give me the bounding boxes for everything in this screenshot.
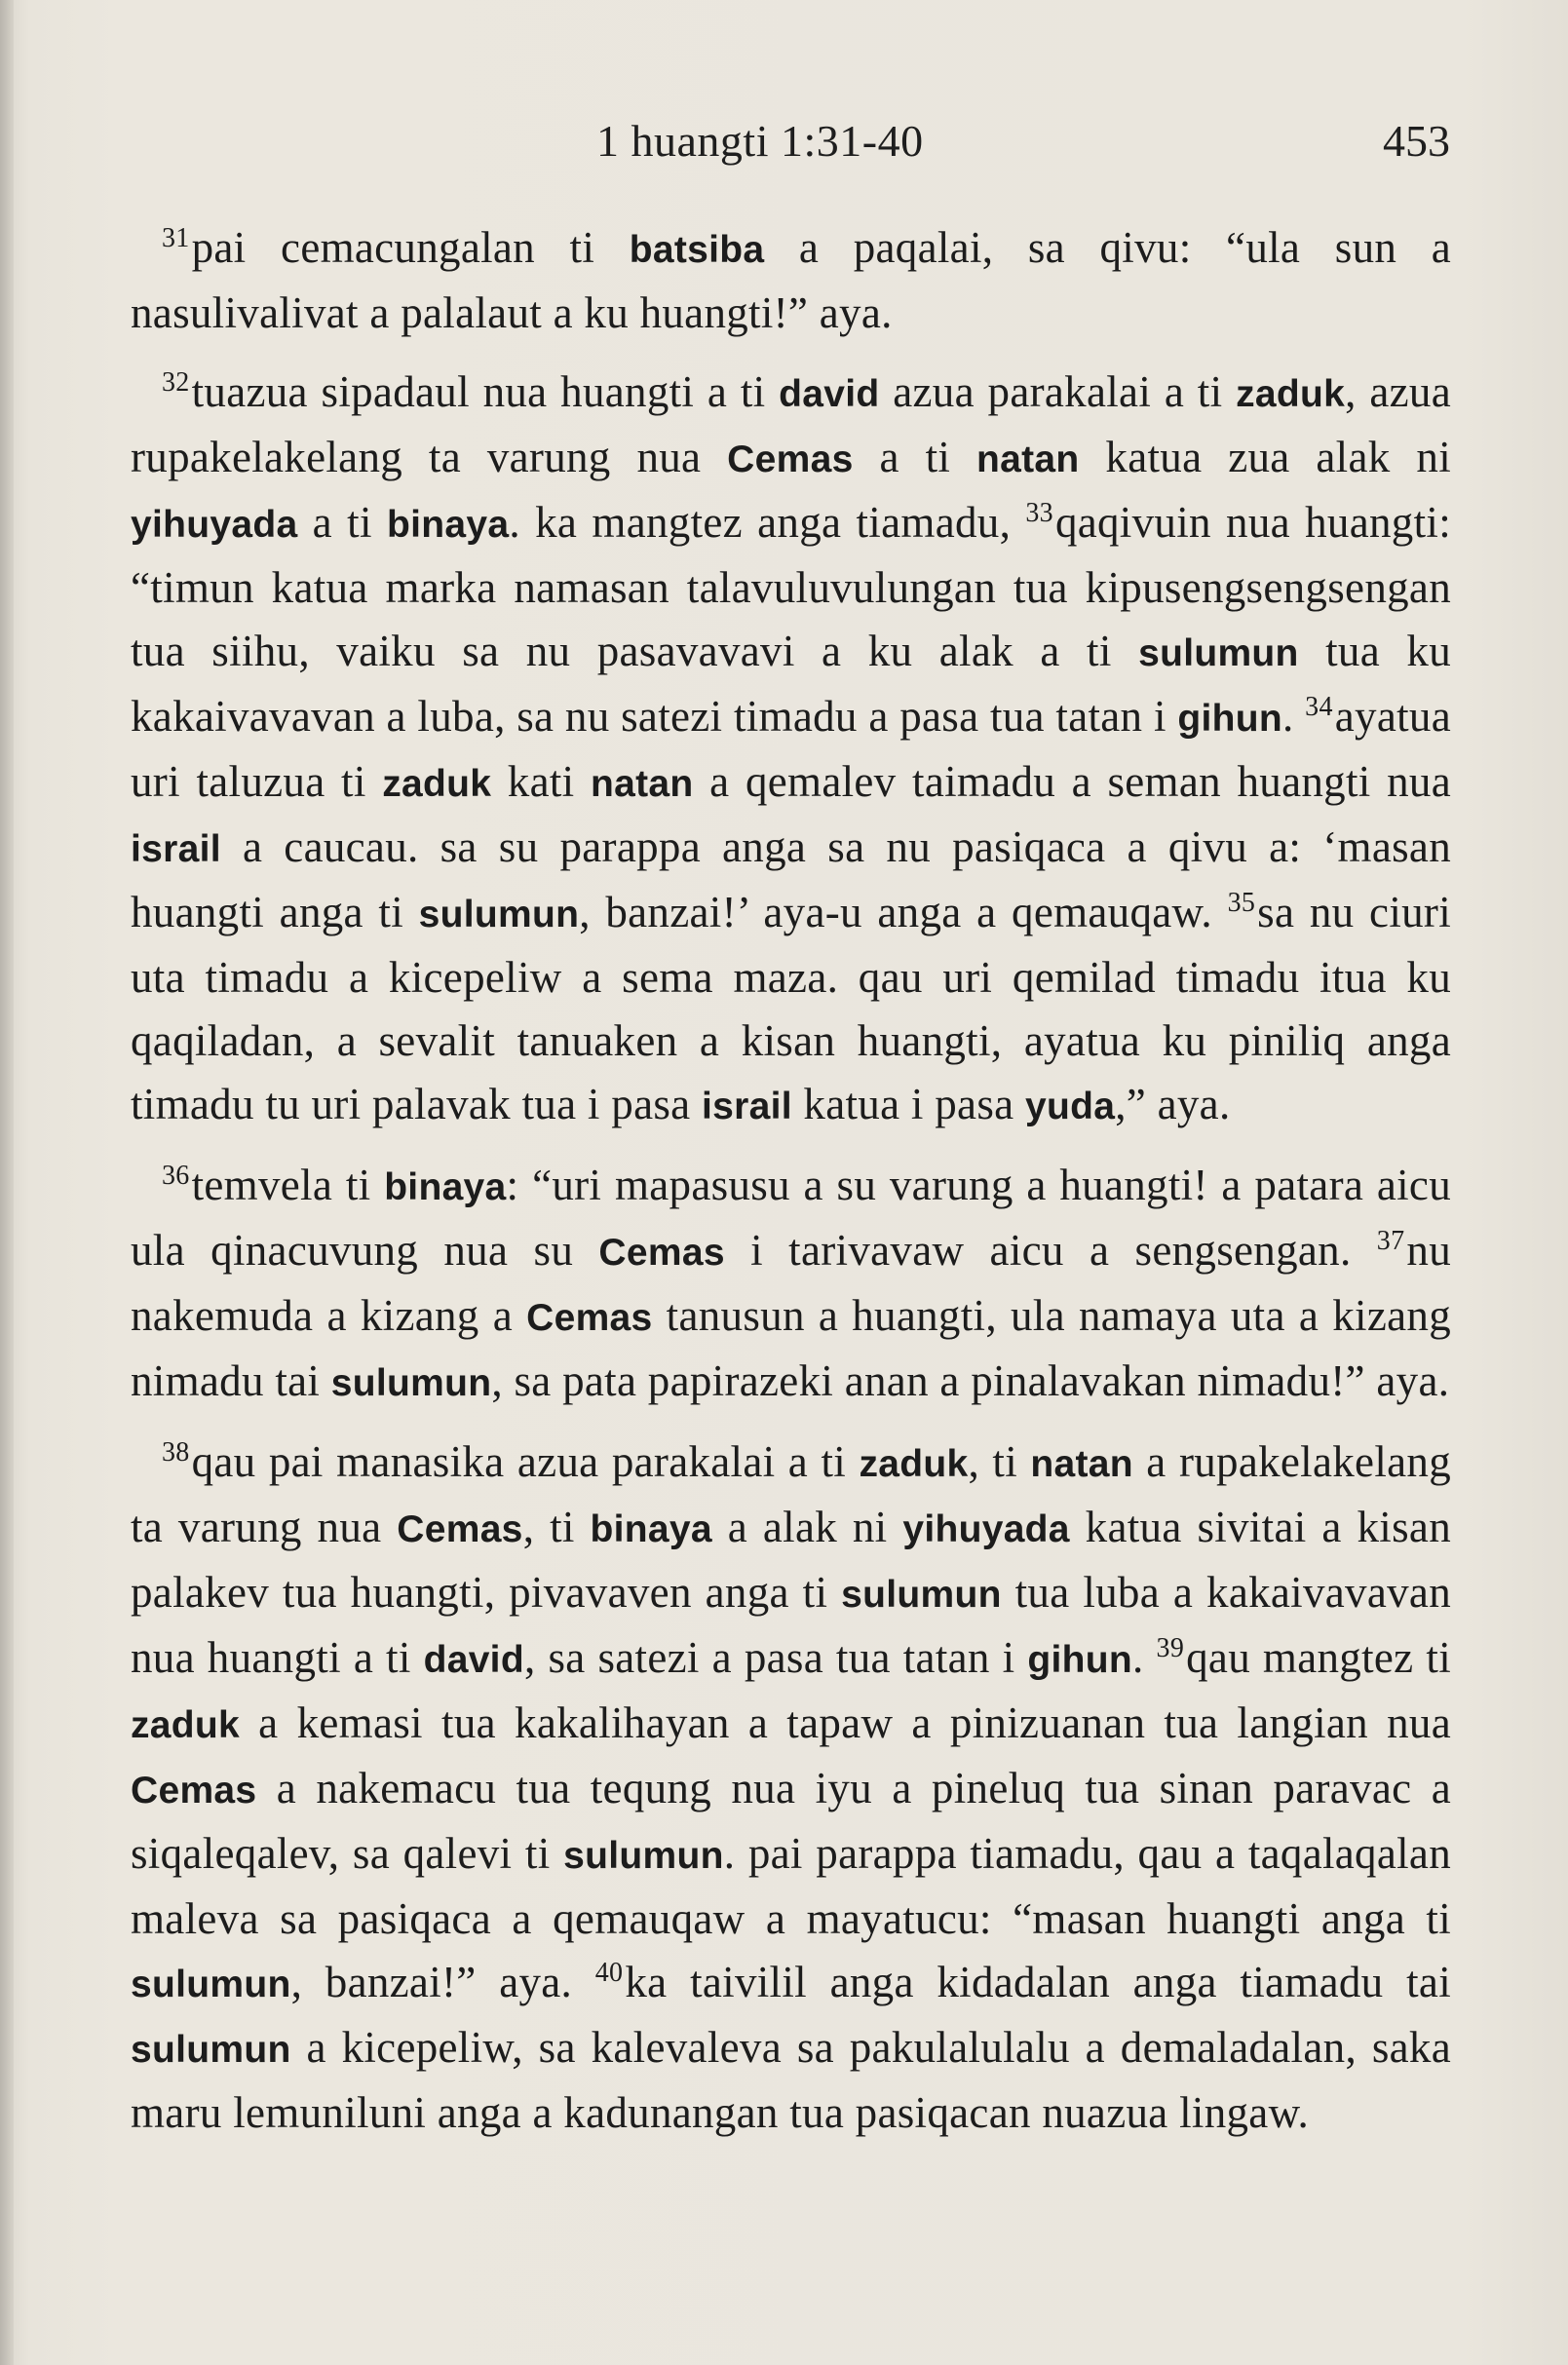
proper-name: Cemas [526, 1297, 653, 1339]
text-run: i tarivavaw aicu a sengsengan. [724, 1226, 1377, 1275]
text-run: a ti [853, 433, 977, 481]
text-run: , banzai!’ aya-u anga a qemauqaw. [579, 888, 1228, 936]
verse-number: 37 [1376, 1226, 1405, 1256]
text-run: tua ku kakaivavavan a luba, sa nu satezi timadu a pasa tua tatan i [131, 627, 1451, 741]
verse-number: 38 [162, 1437, 190, 1468]
text-run: qaqivuin nua huangti: “timun katua marka namasan talavuluvulungan tua kipusengsengsengan tua siihu, vaiku sa nu pasavavavi a ku alak a ti [131, 498, 1451, 675]
text-run: a alak ni [711, 1503, 903, 1551]
proper-name: sulumun [131, 1964, 291, 2005]
paragraph [131, 1430, 1451, 2145]
text-run: , sa satezi a pasa tua tatan i [523, 1633, 1028, 1682]
text-run: , sa pata papirazeki anan a pinalavakan nimadu!” aya. [491, 1356, 1450, 1405]
text-run: katua zua alak ni [1079, 433, 1451, 481]
text-run: a caucau. sa su parappa anga sa nu pasiqaca a qivu a: ‘masan huangti anga ti [131, 822, 1451, 936]
proper-name: sulumun [418, 894, 580, 935]
text-run: a nakemacu tua tequng nua iyu a pineluq tua sinan paravac a siqaleqalev, sa qalevi ti [131, 1764, 1451, 1878]
proper-name: gihun [1027, 1639, 1133, 1681]
paragraph [131, 1154, 1451, 1415]
text-run: ayatua uri taluzua ti [131, 692, 1451, 806]
text-run: ,” aya. [1115, 1080, 1231, 1128]
proper-name: Cemas [727, 439, 854, 480]
text-run: a ti [297, 498, 387, 547]
verse-number: 39 [1156, 1633, 1185, 1663]
text-run: qau pai manasika azua parakalai a ti [191, 1437, 860, 1486]
proper-name: binaya [590, 1508, 712, 1550]
proper-name: natan [976, 439, 1080, 480]
text-run: , azua rupakelakelang ta varung nua [131, 367, 1451, 481]
text-run: a paqalai, sa qivu: “ula sun a nasulivalivat a palalaut a ku huangti!” aya. [131, 223, 1451, 337]
body-text [131, 216, 1451, 2145]
page-number: 453 [1383, 116, 1450, 166]
text-run: nu nakemuda a kizang a [131, 1226, 1452, 1340]
verse-number: 40 [594, 1958, 624, 1988]
text-run: pai cemacungalan ti [191, 223, 630, 272]
proper-name: yihuyada [131, 504, 298, 546]
proper-name: binaya [387, 504, 510, 546]
text-run: . ka mangtez anga tiamadu, [509, 498, 1026, 547]
proper-name: gihun [1177, 698, 1282, 740]
proper-name: david [423, 1639, 524, 1681]
proper-name: israil [701, 1086, 792, 1127]
proper-name: zaduk [1236, 373, 1346, 415]
proper-name: sulumun [563, 1835, 724, 1877]
proper-name: natan [591, 763, 694, 805]
proper-name: zaduk [131, 1704, 241, 1746]
proper-name: israil [131, 828, 221, 870]
running-title: 1 huangti 1:31-40 [596, 116, 924, 166]
paragraph [131, 216, 1451, 345]
text-run: tua luba a kakaivavavan nua huangti a ti [131, 1568, 1451, 1682]
text-run: ka taivilil anga kidadalan anga tiamadu tai [625, 1958, 1451, 2006]
text-run: sa nu ciuri uta timadu a kicepeliw a sema maza. qau uri qemilad timadu itua ku qaqiladan, a sevalit tanuaken a kisan huangti, ayatua ku piniliq anga timadu tu uri palavak tua i pasa [131, 888, 1452, 1128]
text-run: , banzai!” aya. [290, 1958, 595, 2006]
verse-number: 35 [1227, 888, 1256, 918]
text-run: temvela ti [191, 1161, 385, 1209]
text-run: a kicepeliw, sa kalevaleva sa pakulalulalu a demaladalan, saka maru lemuniluni anga a kadunangan tua pasiqacan nuazua lingaw. [131, 2023, 1451, 2137]
proper-name: sulumun [841, 1574, 1002, 1616]
text-run: a kemasi tua kakalihayan a tapaw a pinizuanan tua langian nua [240, 1698, 1451, 1747]
text-run: katua i pasa [791, 1080, 1025, 1128]
text-run: , ti [968, 1437, 1031, 1486]
proper-name: david [779, 373, 880, 415]
text-run: . pai parappa tiamadu, qau a taqalaqalan maleva sa pasiqaca a qemauqaw a mayatucu: “masan huangti anga ti [131, 1829, 1451, 1943]
text-run: tuazua sipadaul nua huangti a ti [191, 367, 780, 416]
text-run: katua sivitai a kisan palakev tua huangti, pivavaven anga ti [131, 1503, 1451, 1617]
text-run: . [1132, 1633, 1157, 1682]
proper-name: sulumun [1138, 632, 1299, 674]
proper-name: zaduk [859, 1443, 969, 1485]
proper-name: sulumun [330, 1362, 492, 1404]
text-run: kati [491, 757, 592, 806]
verse-number: 31 [162, 223, 190, 253]
verse-number: 32 [162, 367, 190, 398]
paragraph [131, 361, 1451, 1138]
proper-name: natan [1030, 1443, 1133, 1485]
text-run: a rupakelakelang ta varung nua [131, 1437, 1451, 1551]
text-run: , ti [522, 1503, 591, 1551]
verse-number: 36 [162, 1161, 190, 1191]
verse-number: 34 [1305, 692, 1333, 722]
proper-name: yihuyada [902, 1508, 1070, 1550]
proper-name: Cemas [397, 1508, 523, 1550]
text-run: qau mangtez ti [1186, 1633, 1451, 1682]
text-run: . [1282, 692, 1306, 741]
text-run: azua parakalai a ti [879, 367, 1237, 416]
proper-name: Cemas [598, 1232, 725, 1274]
proper-name: zaduk [382, 763, 492, 805]
page-header [0, 115, 1568, 173]
verse-number: 33 [1025, 498, 1053, 528]
text-run: : “uri mapasusu a su varung a huangti! a patara aicu ula qinacuvung nua su [131, 1161, 1451, 1275]
book-spine-shadow [0, 0, 14, 2365]
proper-name: sulumun [131, 2029, 291, 2071]
text-run: tanusun a huangti, ula namaya uta a kizang nimadu tai [131, 1291, 1451, 1405]
proper-name: yuda [1024, 1086, 1116, 1127]
proper-name: Cemas [131, 1770, 257, 1812]
proper-name: batsiba [629, 229, 765, 271]
proper-name: binaya [384, 1166, 507, 1208]
text-run: a qemalev taimadu a seman huangti nua [693, 757, 1451, 806]
